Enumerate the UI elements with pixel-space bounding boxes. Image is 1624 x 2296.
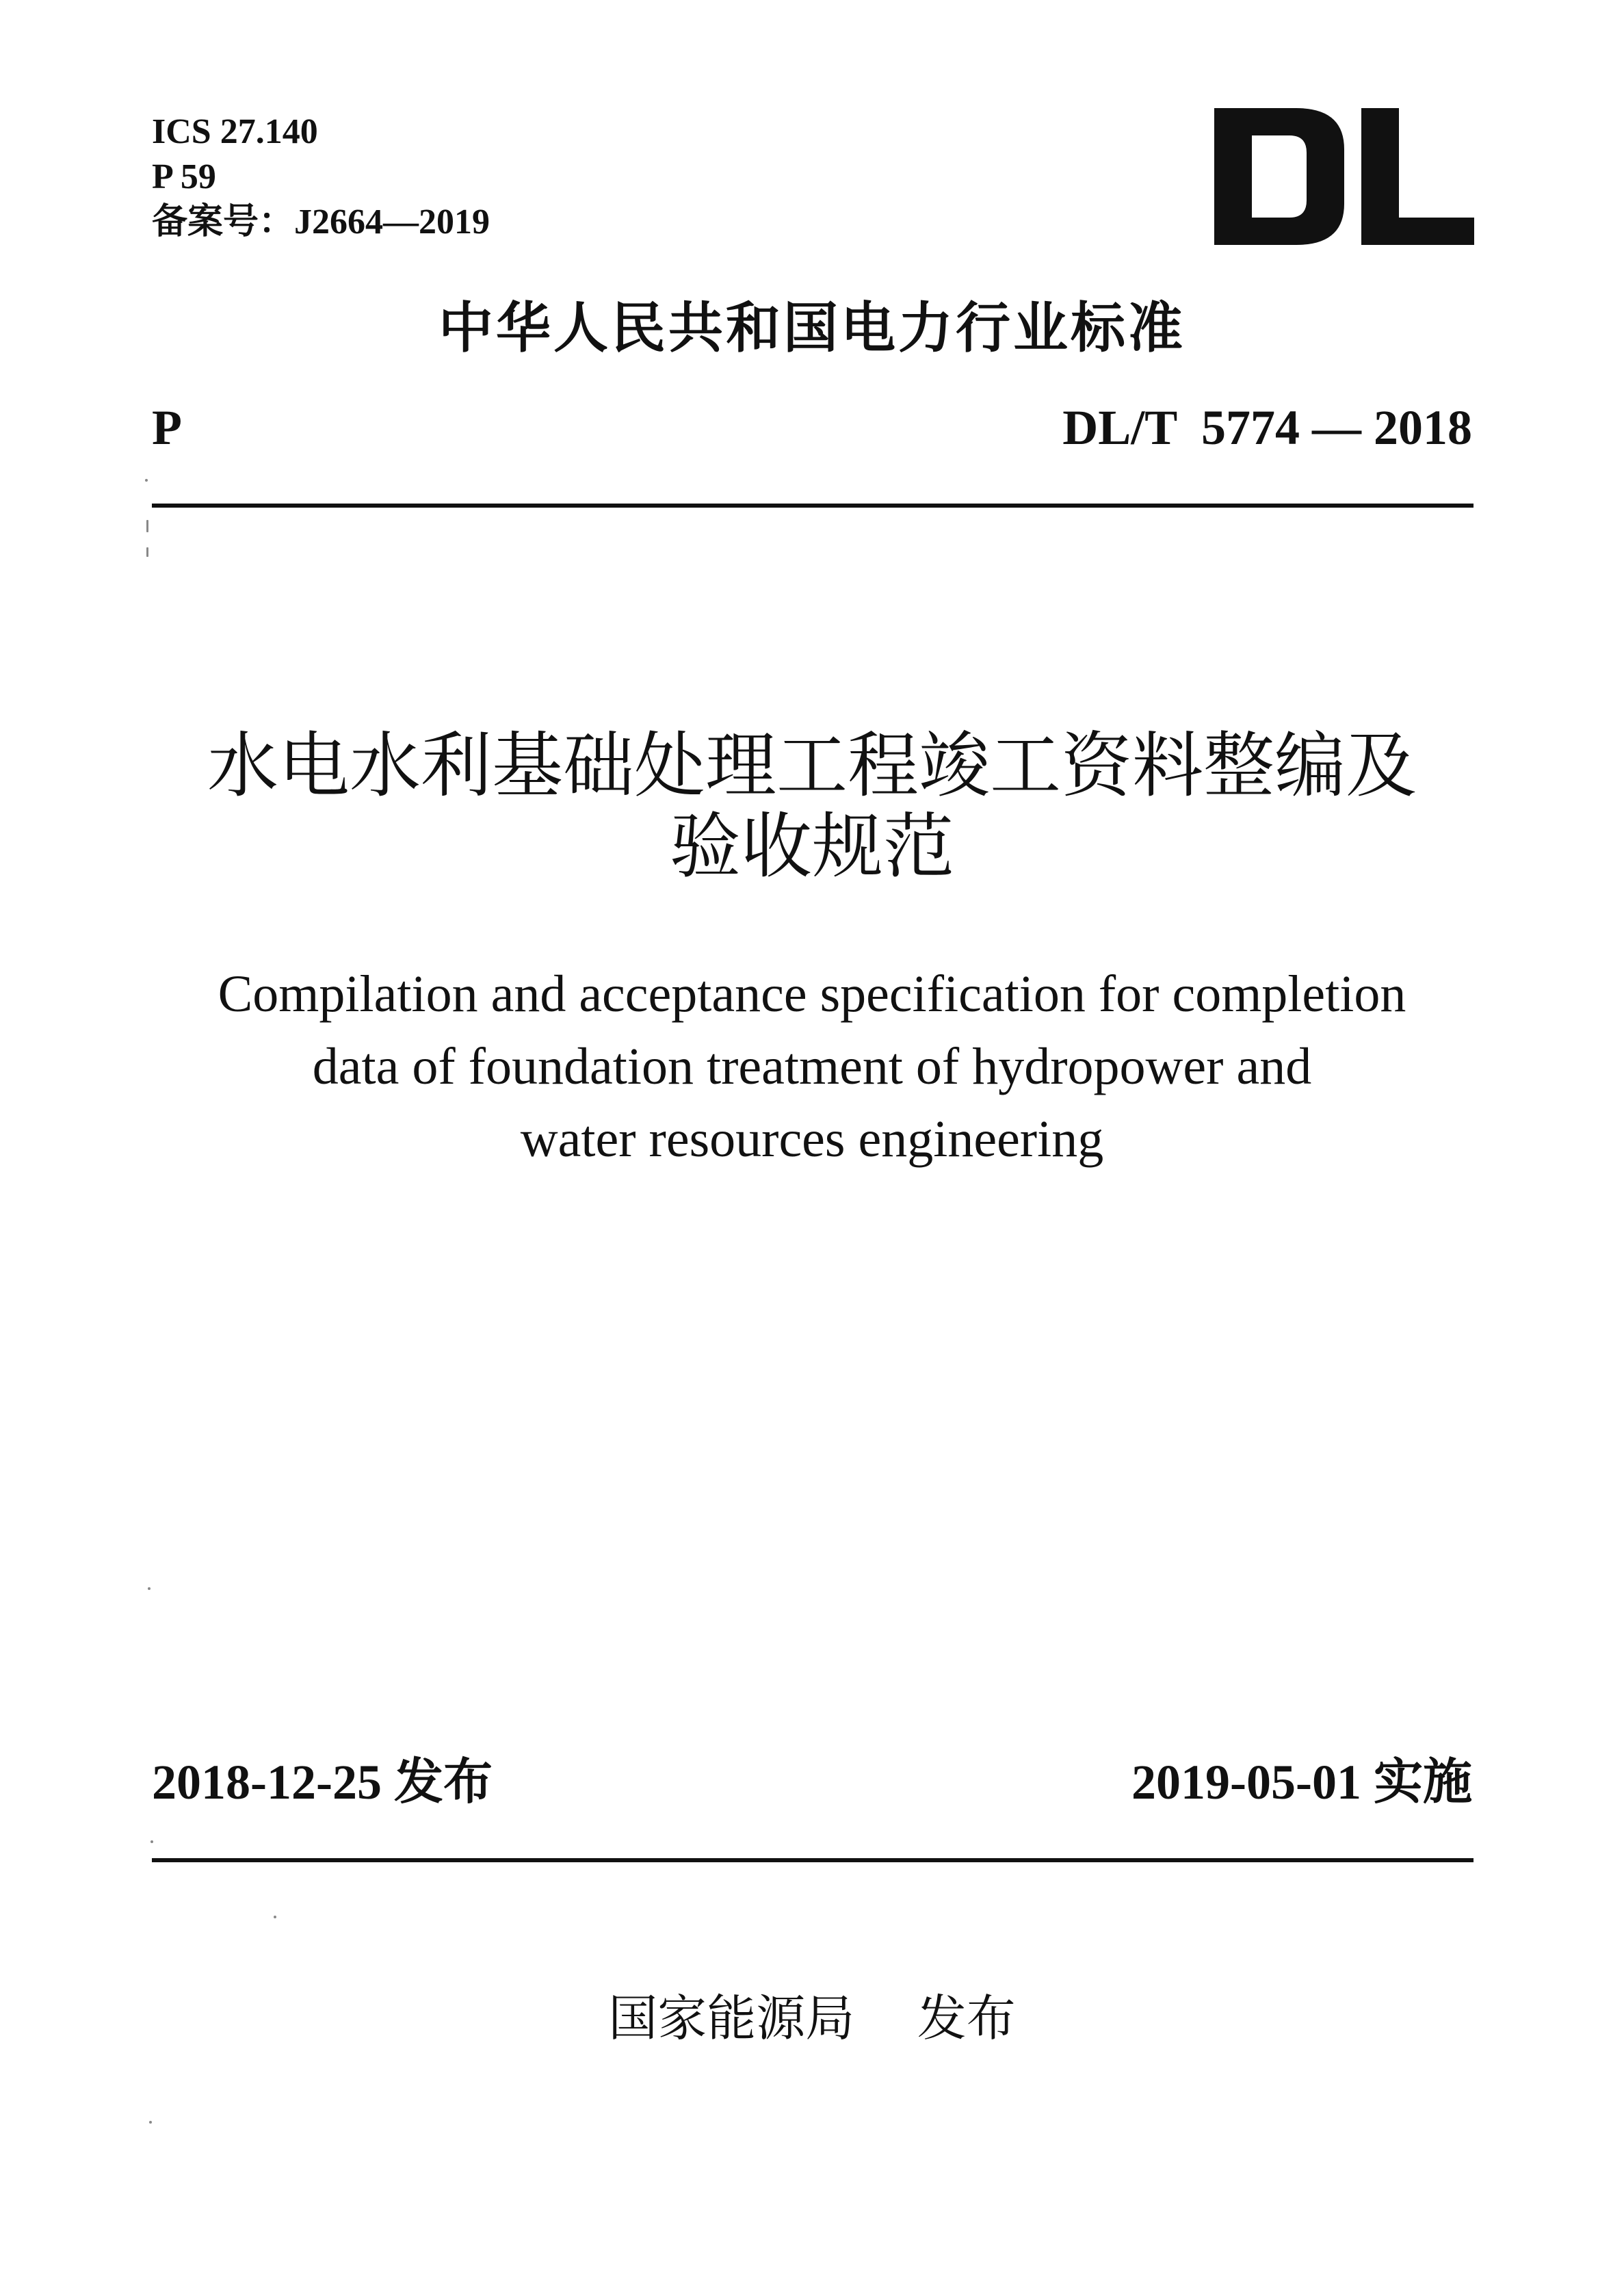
filing-number: 备案号：J2664—2019 xyxy=(152,203,490,242)
chinese-title-line-2: 验收规范 xyxy=(669,805,954,888)
scan-speck xyxy=(145,479,148,482)
publisher: 国家能源局 发布 xyxy=(608,1990,1016,2047)
ics-code: ICS 27.140 xyxy=(152,112,318,151)
standard-number: DL/T 5774 — 2018 xyxy=(1062,400,1472,455)
effective-date: 2019-05-01 实施 xyxy=(1131,1755,1472,1810)
classification-letter: P xyxy=(152,400,182,455)
scan-speck xyxy=(274,1916,276,1918)
ccs-code: P 59 xyxy=(152,157,216,196)
english-title xyxy=(0,958,1624,1175)
scan-speck xyxy=(149,2121,152,2124)
dl-logo xyxy=(1214,108,1474,245)
english-title-line-1: Compilation and acceptance specification for completion xyxy=(218,965,1406,1023)
scan-speck xyxy=(150,1840,153,1843)
footer-divider xyxy=(152,1858,1474,1862)
scan-speck xyxy=(146,520,148,532)
industry-standard-title: 中华人民共和国电力行业标准 xyxy=(438,296,1186,360)
scan-speck xyxy=(148,1587,150,1590)
scan-speck xyxy=(146,547,148,557)
issue-date: 2018-12-25 发布 xyxy=(152,1755,493,1810)
chinese-title xyxy=(0,725,1624,887)
chinese-title-line-1: 水电水利基础处理工程竣工资料整编及 xyxy=(207,724,1417,807)
classification-block xyxy=(152,109,490,245)
header-divider xyxy=(152,504,1474,508)
english-title-line-2: data of foundation treatment of hydropower and xyxy=(312,1038,1312,1095)
english-title-line-3: water resources engineering xyxy=(520,1110,1104,1168)
